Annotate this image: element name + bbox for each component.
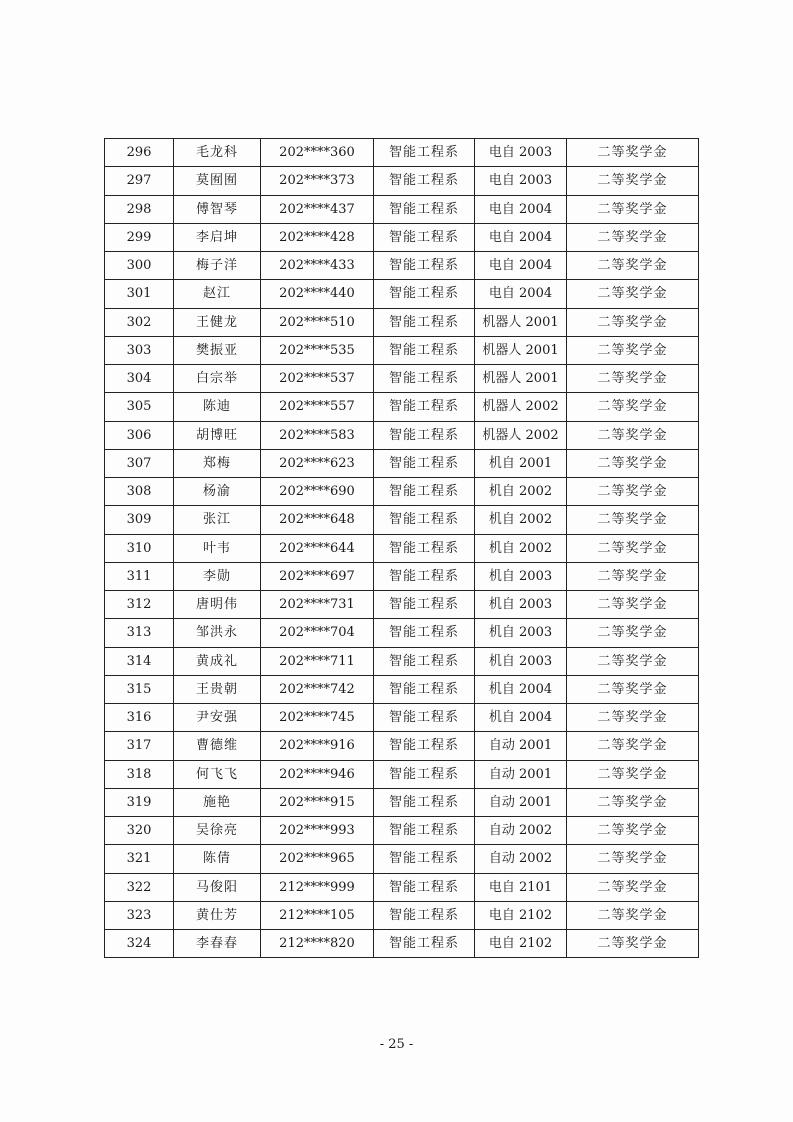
award-cell: 二等奖学金 <box>567 167 699 195</box>
row-number-cell: 319 <box>105 788 174 816</box>
department-cell: 智能工程系 <box>374 506 475 534</box>
class-cell: 自动 2001 <box>475 760 567 788</box>
table-row <box>105 336 699 364</box>
table-row <box>105 788 699 816</box>
department-cell: 智能工程系 <box>374 704 475 732</box>
row-number-cell: 322 <box>105 873 174 901</box>
award-cell: 二等奖学金 <box>567 845 699 873</box>
table-row <box>105 704 699 732</box>
row-number-cell: 324 <box>105 930 174 958</box>
student-id-cell: 202****742 <box>261 675 374 703</box>
row-number-cell: 316 <box>105 704 174 732</box>
table-row <box>105 365 699 393</box>
award-cell: 二等奖学金 <box>567 591 699 619</box>
student-id-cell: 202****437 <box>261 195 374 223</box>
class-cell: 机自 2003 <box>475 562 567 590</box>
student-name-cell: 赵江 <box>174 280 261 308</box>
student-id-cell: 202****428 <box>261 223 374 251</box>
student-id-cell: 202****648 <box>261 506 374 534</box>
student-id-cell: 202****583 <box>261 421 374 449</box>
row-number-cell: 300 <box>105 252 174 280</box>
department-cell: 智能工程系 <box>374 421 475 449</box>
department-cell: 智能工程系 <box>374 732 475 760</box>
row-number-cell: 296 <box>105 139 174 167</box>
row-number-cell: 305 <box>105 393 174 421</box>
award-cell: 二等奖学金 <box>567 252 699 280</box>
student-name-cell: 陈迪 <box>174 393 261 421</box>
award-cell: 二等奖学金 <box>567 704 699 732</box>
row-number-cell: 307 <box>105 449 174 477</box>
student-id-cell: 212****105 <box>261 901 374 929</box>
student-name-cell: 张江 <box>174 506 261 534</box>
table-row <box>105 647 699 675</box>
department-cell: 智能工程系 <box>374 647 475 675</box>
class-cell: 机自 2002 <box>475 534 567 562</box>
table-row <box>105 845 699 873</box>
table-row <box>105 195 699 223</box>
row-number-cell: 302 <box>105 308 174 336</box>
department-cell: 智能工程系 <box>374 534 475 562</box>
class-cell: 机器人 2001 <box>475 365 567 393</box>
award-cell: 二等奖学金 <box>567 365 699 393</box>
student-name-cell: 黄仕芳 <box>174 901 261 929</box>
class-cell: 机自 2004 <box>475 704 567 732</box>
class-cell: 自动 2001 <box>475 788 567 816</box>
row-number-cell: 313 <box>105 619 174 647</box>
department-cell: 智能工程系 <box>374 619 475 647</box>
department-cell: 智能工程系 <box>374 195 475 223</box>
department-cell: 智能工程系 <box>374 280 475 308</box>
department-cell: 智能工程系 <box>374 817 475 845</box>
student-name-cell: 吴徐亮 <box>174 817 261 845</box>
department-cell: 智能工程系 <box>374 252 475 280</box>
class-cell: 机器人 2002 <box>475 421 567 449</box>
department-cell: 智能工程系 <box>374 308 475 336</box>
table-row <box>105 534 699 562</box>
class-cell: 机自 2002 <box>475 506 567 534</box>
table-row <box>105 308 699 336</box>
student-id-cell: 202****623 <box>261 449 374 477</box>
table-row <box>105 252 699 280</box>
student-name-cell: 杨渝 <box>174 478 261 506</box>
student-name-cell: 曹德维 <box>174 732 261 760</box>
row-number-cell: 308 <box>105 478 174 506</box>
class-cell: 机自 2003 <box>475 647 567 675</box>
student-id-cell: 202****731 <box>261 591 374 619</box>
student-name-cell: 胡博旺 <box>174 421 261 449</box>
student-id-cell: 202****965 <box>261 845 374 873</box>
row-number-cell: 299 <box>105 223 174 251</box>
award-cell: 二等奖学金 <box>567 873 699 901</box>
department-cell: 智能工程系 <box>374 167 475 195</box>
student-name-cell: 尹安强 <box>174 704 261 732</box>
department-cell: 智能工程系 <box>374 675 475 703</box>
student-name-cell: 郑梅 <box>174 449 261 477</box>
department-cell: 智能工程系 <box>374 930 475 958</box>
row-number-cell: 317 <box>105 732 174 760</box>
department-cell: 智能工程系 <box>374 873 475 901</box>
student-name-cell: 何飞飞 <box>174 760 261 788</box>
award-cell: 二等奖学金 <box>567 675 699 703</box>
class-cell: 电自 2004 <box>475 280 567 308</box>
row-number-cell: 312 <box>105 591 174 619</box>
row-number-cell: 314 <box>105 647 174 675</box>
class-cell: 机自 2003 <box>475 619 567 647</box>
department-cell: 智能工程系 <box>374 591 475 619</box>
class-cell: 机器人 2001 <box>475 308 567 336</box>
student-id-cell: 202****697 <box>261 562 374 590</box>
row-number-cell: 320 <box>105 817 174 845</box>
award-cell: 二等奖学金 <box>567 760 699 788</box>
table-row <box>105 506 699 534</box>
table-row <box>105 732 699 760</box>
award-cell: 二等奖学金 <box>567 901 699 929</box>
department-cell: 智能工程系 <box>374 223 475 251</box>
table-row <box>105 930 699 958</box>
student-id-cell: 202****946 <box>261 760 374 788</box>
student-id-cell: 202****745 <box>261 704 374 732</box>
student-id-cell: 212****820 <box>261 930 374 958</box>
student-name-cell: 樊振亚 <box>174 336 261 364</box>
class-cell: 电自 2004 <box>475 195 567 223</box>
student-name-cell: 李启坤 <box>174 223 261 251</box>
page-number: - 25 - <box>379 1037 414 1052</box>
award-cell: 二等奖学金 <box>567 788 699 816</box>
class-cell: 电自 2004 <box>475 223 567 251</box>
row-number-cell: 306 <box>105 421 174 449</box>
student-name-cell: 白宗举 <box>174 365 261 393</box>
award-cell: 二等奖学金 <box>567 930 699 958</box>
award-cell: 二等奖学金 <box>567 534 699 562</box>
department-cell: 智能工程系 <box>374 393 475 421</box>
table-row <box>105 478 699 506</box>
table-row <box>105 167 699 195</box>
row-number-cell: 309 <box>105 506 174 534</box>
row-number-cell: 297 <box>105 167 174 195</box>
student-name-cell: 陈倩 <box>174 845 261 873</box>
award-cell: 二等奖学金 <box>567 336 699 364</box>
class-cell: 自动 2001 <box>475 732 567 760</box>
table-row <box>105 393 699 421</box>
class-cell: 自动 2002 <box>475 845 567 873</box>
student-id-cell: 202****373 <box>261 167 374 195</box>
table-row <box>105 449 699 477</box>
award-cell: 二等奖学金 <box>567 223 699 251</box>
student-name-cell: 叶韦 <box>174 534 261 562</box>
student-id-cell: 202****440 <box>261 280 374 308</box>
department-cell: 智能工程系 <box>374 478 475 506</box>
row-number-cell: 298 <box>105 195 174 223</box>
award-cell: 二等奖学金 <box>567 619 699 647</box>
class-cell: 机自 2004 <box>475 675 567 703</box>
student-name-cell: 王健龙 <box>174 308 261 336</box>
student-name-cell: 李春春 <box>174 930 261 958</box>
class-cell: 机自 2002 <box>475 478 567 506</box>
student-name-cell: 莫囿囿 <box>174 167 261 195</box>
student-id-cell: 202****915 <box>261 788 374 816</box>
class-cell: 电自 2102 <box>475 901 567 929</box>
department-cell: 智能工程系 <box>374 139 475 167</box>
award-cell: 二等奖学金 <box>567 195 699 223</box>
student-name-cell: 梅子洋 <box>174 252 261 280</box>
award-cell: 二等奖学金 <box>567 732 699 760</box>
table-row <box>105 280 699 308</box>
row-number-cell: 303 <box>105 336 174 364</box>
student-name-cell: 黄成礼 <box>174 647 261 675</box>
award-cell: 二等奖学金 <box>567 478 699 506</box>
table-row <box>105 873 699 901</box>
class-cell: 机自 2003 <box>475 591 567 619</box>
student-name-cell: 毛龙科 <box>174 139 261 167</box>
table-row <box>105 139 699 167</box>
class-cell: 电自 2102 <box>475 930 567 958</box>
award-cell: 二等奖学金 <box>567 393 699 421</box>
row-number-cell: 318 <box>105 760 174 788</box>
department-cell: 智能工程系 <box>374 788 475 816</box>
table-row <box>105 591 699 619</box>
department-cell: 智能工程系 <box>374 845 475 873</box>
award-cell: 二等奖学金 <box>567 647 699 675</box>
student-id-cell: 202****993 <box>261 817 374 845</box>
award-cell: 二等奖学金 <box>567 506 699 534</box>
department-cell: 智能工程系 <box>374 562 475 590</box>
row-number-cell: 323 <box>105 901 174 929</box>
student-name-cell: 马俊阳 <box>174 873 261 901</box>
department-cell: 智能工程系 <box>374 901 475 929</box>
class-cell: 电自 2101 <box>475 873 567 901</box>
table-row <box>105 901 699 929</box>
row-number-cell: 311 <box>105 562 174 590</box>
table-row <box>105 562 699 590</box>
table-row <box>105 421 699 449</box>
award-cell: 二等奖学金 <box>567 562 699 590</box>
award-cell: 二等奖学金 <box>567 308 699 336</box>
student-name-cell: 李勋 <box>174 562 261 590</box>
award-cell: 二等奖学金 <box>567 817 699 845</box>
student-name-cell: 邹洪永 <box>174 619 261 647</box>
student-id-cell: 202****433 <box>261 252 374 280</box>
class-cell: 机器人 2001 <box>475 336 567 364</box>
department-cell: 智能工程系 <box>374 365 475 393</box>
student-id-cell: 202****537 <box>261 365 374 393</box>
table-row <box>105 817 699 845</box>
class-cell: 电自 2003 <box>475 167 567 195</box>
table-row <box>105 760 699 788</box>
student-name-cell: 王贵朝 <box>174 675 261 703</box>
department-cell: 智能工程系 <box>374 336 475 364</box>
student-id-cell: 202****535 <box>261 336 374 364</box>
department-cell: 智能工程系 <box>374 449 475 477</box>
class-cell: 自动 2002 <box>475 817 567 845</box>
student-name-cell: 傅智琴 <box>174 195 261 223</box>
student-id-cell: 212****999 <box>261 873 374 901</box>
student-id-cell: 202****510 <box>261 308 374 336</box>
row-number-cell: 321 <box>105 845 174 873</box>
student-id-cell: 202****711 <box>261 647 374 675</box>
award-cell: 二等奖学金 <box>567 421 699 449</box>
student-id-cell: 202****704 <box>261 619 374 647</box>
class-cell: 电自 2004 <box>475 252 567 280</box>
class-cell: 电自 2003 <box>475 139 567 167</box>
row-number-cell: 304 <box>105 365 174 393</box>
row-number-cell: 310 <box>105 534 174 562</box>
student-name-cell: 唐明伟 <box>174 591 261 619</box>
department-cell: 智能工程系 <box>374 760 475 788</box>
class-cell: 机器人 2002 <box>475 393 567 421</box>
table-row <box>105 675 699 703</box>
table-row <box>105 619 699 647</box>
student-name-cell: 施艳 <box>174 788 261 816</box>
award-cell: 二等奖学金 <box>567 139 699 167</box>
student-id-cell: 202****360 <box>261 139 374 167</box>
student-id-cell: 202****916 <box>261 732 374 760</box>
award-cell: 二等奖学金 <box>567 280 699 308</box>
scholarship-table <box>104 138 699 958</box>
award-cell: 二等奖学金 <box>567 449 699 477</box>
row-number-cell: 315 <box>105 675 174 703</box>
table-row <box>105 223 699 251</box>
row-number-cell: 301 <box>105 280 174 308</box>
class-cell: 机自 2001 <box>475 449 567 477</box>
student-id-cell: 202****557 <box>261 393 374 421</box>
scholarship-table-body <box>105 139 699 958</box>
student-id-cell: 202****690 <box>261 478 374 506</box>
student-id-cell: 202****644 <box>261 534 374 562</box>
